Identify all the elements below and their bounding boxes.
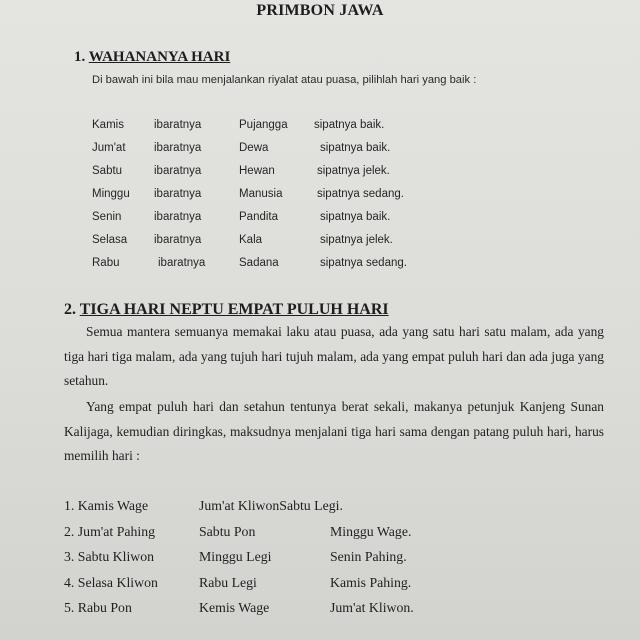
- third-day: Minggu Wage.: [330, 523, 412, 539]
- first-day: 4. Selasa Kliwon: [64, 574, 158, 590]
- first-day: 1. Kamis Wage: [64, 498, 149, 513]
- ibaratnya-cell: ibaratnya: [154, 188, 202, 200]
- second-day: Minggu Legi: [199, 549, 272, 564]
- document-title: PRIMBON JAWA: [256, 2, 384, 19]
- ibaratnya-cell: ibaratnya: [154, 165, 202, 177]
- section2-heading: [64, 301, 389, 319]
- symbol-cell: Pandita: [239, 211, 279, 223]
- table-row: [0, 142, 640, 165]
- list-item: [0, 575, 640, 601]
- trait-cell: sipatnya sedang.: [320, 257, 407, 269]
- table-row: [0, 211, 640, 234]
- day-cell: Rabu: [92, 257, 120, 269]
- third-day: Jum'at Kliwon.: [330, 600, 414, 615]
- second-day: Kemis Wage: [199, 600, 270, 615]
- day-symbol-table: [0, 119, 640, 280]
- table-row: [0, 165, 640, 188]
- second-day: Jum'at KliwonSabtu Legi.: [199, 498, 343, 513]
- third-day: Senin Pahing.: [330, 549, 407, 564]
- section1-heading: [74, 49, 230, 66]
- trait-cell: sipatnya baik.: [314, 119, 385, 131]
- symbol-cell: Sadana: [239, 257, 279, 269]
- symbol-cell: Pujangga: [239, 119, 288, 131]
- list-item: [0, 549, 640, 575]
- first-day: 3. Sabtu Kliwon: [64, 549, 155, 564]
- symbol-cell: Manusia: [239, 188, 283, 200]
- trait-cell: sipatnya baik.: [320, 142, 391, 154]
- list-item: [0, 498, 640, 524]
- day-cell: Senin: [92, 211, 122, 223]
- section2-heading-text: TIGA HARI NEPTU EMPAT PULUH HARI: [79, 301, 389, 318]
- section1-heading-text: WAHANANYA HARI: [88, 49, 231, 65]
- day-combination-list: [0, 498, 640, 626]
- ibaratnya-cell: ibaratnya: [154, 142, 202, 154]
- table-row: [0, 234, 640, 257]
- third-day: Kamis Pahing.: [330, 574, 412, 590]
- ibaratnya-cell: ibaratnya: [158, 257, 206, 269]
- section2-paragraph-1: Semua mantera semuanya memakai laku atau puasa, ada yang satu hari satu malam, ada yang tiga hari tiga malam, ada yang tujuh hari tujuh malam, ada yang empat puluh hari dan ada juga yang setahun.: [64, 324, 604, 388]
- trait-cell: sipatnya baik.: [320, 211, 391, 223]
- first-day: 5. Rabu Pon: [64, 600, 132, 615]
- list-item: [0, 600, 640, 626]
- symbol-cell: Kala: [239, 234, 263, 246]
- day-cell: Minggu: [92, 188, 130, 200]
- list-item: [0, 524, 640, 550]
- symbol-cell: Hewan: [239, 165, 275, 177]
- table-row: [0, 119, 640, 142]
- trait-cell: sipatnya sedang.: [317, 188, 404, 200]
- trait-cell: sipatnya jelek.: [317, 165, 390, 177]
- first-day: 2. Jum'at Pahing: [64, 523, 156, 539]
- second-day: Sabtu Pon: [199, 523, 256, 539]
- section2-number: 2.: [64, 301, 76, 318]
- table-row: [0, 257, 640, 280]
- second-day: Rabu Legi: [199, 574, 257, 590]
- day-cell: Jum'at: [92, 142, 126, 154]
- day-cell: Sabtu: [92, 165, 123, 177]
- trait-cell: sipatnya jelek.: [320, 234, 393, 246]
- ibaratnya-cell: ibaratnya: [154, 234, 202, 246]
- day-cell: Selasa: [92, 234, 128, 246]
- symbol-cell: Dewa: [239, 142, 269, 154]
- section2-paragraph-2: Yang empat puluh hari dan setahun tentunya berat sekali, makanya petunjuk Kanjeng Sunan Kalijaga, kemudian diringkas, maksudnya menjalani tiga hari sama dengan patang puluh hari, harus memilih hari :: [64, 399, 604, 463]
- section1-intro: Di bawah ini bila mau menjalankan riyalat atau puasa, pilihlah hari yang baik :: [92, 74, 477, 86]
- section1-number: 1.: [74, 49, 86, 65]
- day-cell: Kamis: [92, 119, 124, 131]
- ibaratnya-cell: ibaratnya: [154, 119, 202, 131]
- ibaratnya-cell: ibaratnya: [154, 211, 202, 223]
- table-row: [0, 188, 640, 211]
